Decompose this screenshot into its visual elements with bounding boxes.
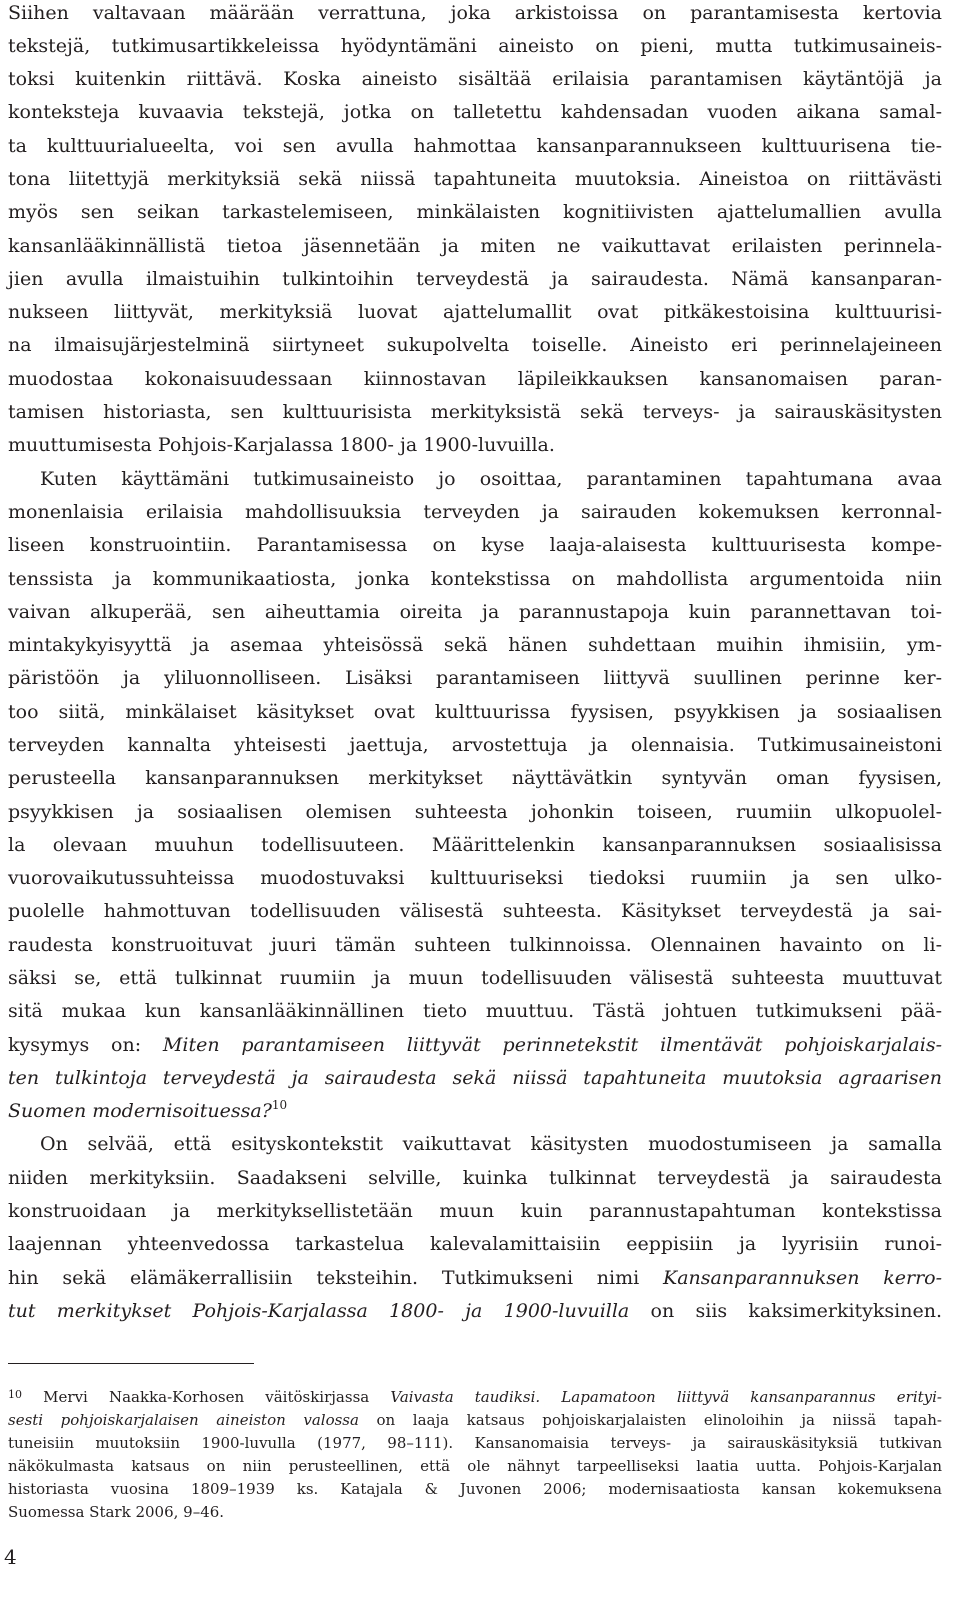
- footnote-line: näkökulmasta katsaus on niin perusteellinen, että ole nähnyt tarpeelliseksi laatia uutta. Pohjois-Karjalan: [8, 1457, 942, 1475]
- title-italic: tut merkitykset Pohjois-Karjalassa 1800- ja 1900-luvuilla: [8, 1300, 630, 1322]
- research-question-italic: Miten parantamiseen liittyvät perinnetekstit ilmentävät pohjoiskarjalais-: [162, 1034, 942, 1056]
- footnote-line: Suomessa Stark 2006, 9–46.: [8, 1503, 225, 1521]
- text-line: jien avulla ilmaistuihin tulkintoihin terveydestä ja sairaudesta. Nämä kansanparan-: [8, 268, 942, 290]
- research-question-italic: ten tulkintoja terveydestä ja sairaudesta sekä niissä tapahtuneita muutoksia agraarisen: [8, 1067, 942, 1089]
- title-italic: Kansanparannuksen kerro-: [663, 1267, 943, 1289]
- text-line: tenssista ja kommunikaatiosta, jonka kontekstissa on mahdollista argumentoida niin: [8, 568, 942, 590]
- text-line: konteksteja kuvaavia tekstejä, jotka on talletettu kahdensadan vuoden aikana samal-: [8, 101, 942, 123]
- text-line: liseen konstruointiin. Parantamisessa on kyse laaja-alaisesta kulttuurisesta kompe-: [8, 534, 942, 556]
- text-line: nukseen liittyvät, merkityksiä luovat ajattelumallit ovat pitkäkestoisina kulttuurisi-: [8, 301, 942, 323]
- text-line: vuorovaikutussuhteissa muodostuvaksi kulttuuriseksi tiedoksi ruumiin ja sen ulko-: [8, 867, 942, 889]
- paragraph-end-line: muuttumisesta Pohjois-Karjalassa 1800- ja 1900-luvuilla.: [8, 434, 555, 456]
- text-line: toksi kuitenkin riittävä. Koska aineisto sisältää erilaisia parantamisen käytäntöjä ja: [8, 68, 942, 90]
- text-line: muodostaa kokonaisuudessaan kiinnostavan läpileikkauksen kansanomaisen paran-: [8, 368, 942, 390]
- text-line: vaivan alkuperää, sen aiheuttamia oireita ja parannustapoja kuin parannettavan toi-: [8, 601, 942, 623]
- footnote-line: $^{10}$ Mervi Naakka-Korhosen väitöskirjassa Vaivasta taudiksi. Lapamatoon liittyvä kansanparannus erityi-: [8, 1388, 942, 1406]
- text-line: mintakykyisyyttä ja asemaa yhteisössä sekä hänen suhdettaan muihin ihmisiin, ym-: [8, 634, 942, 656]
- paragraph-start-line: Kuten käyttämäni tutkimusaineisto jo osoittaa, parantaminen tapahtumana avaa: [40, 468, 942, 490]
- footnote-line: sesti pohjoiskarjalaisen aineiston valossa on laaja katsaus pohjoiskarjalaisten elinoloihin ja niissä tapah-: [8, 1411, 942, 1429]
- footnote-reference[interactable]: 10: [271, 1098, 288, 1112]
- text-line: la olevaan muuhun todellisuuteen. Määrittelenkin kansanparannuksen sosiaalisissa: [8, 834, 942, 856]
- footnote-line: historiasta vuosina 1809–1939 ks. Katajala & Juvonen 2006; modernisaatiosta kansan kokemuksena: [8, 1480, 942, 1498]
- text-line: konstruoidaan ja merkityksellistetään muun kuin parannustapahtuman kontekstissa: [8, 1200, 942, 1222]
- text-line: myös sen seikan tarkastelemiseen, minkälaisten kognitiivisten ajattelumallien avulla: [8, 201, 942, 223]
- footnote-number: 10: [8, 1388, 22, 1401]
- text-line: tamisen historiasta, sen kulttuurisista merkityksistä sekä terveys- ja sairauskäsitysten: [8, 401, 942, 423]
- text-line: perusteella kansanparannuksen merkitykset näyttävätkin syntyvän oman fyysisen,: [8, 767, 942, 789]
- text-line: tekstejä, tutkimusartikkeleissa hyödyntämäni aineisto on pieni, mutta tutkimusainеis-: [8, 35, 942, 57]
- text-line: ta kulttuurialueelta, voi sen avulla hahmottaa kansanparannukseen kulttuurisena tie-: [8, 135, 942, 157]
- text-line: raudesta konstruoituvat juuri tämän suhteen tulkinnoissa. Olennainen havainto on li-: [8, 934, 942, 956]
- text-line: laajennan yhteenvedossa tarkastelua kalevalamittaisiin eeppisiin ja lyyrisiin runoi-: [8, 1233, 942, 1255]
- footnote-separator: [8, 1363, 254, 1364]
- text-line: niiden merkityksiin. Saadakseni selville, kuinka tulkinnat terveydestä ja sairaudesta: [8, 1167, 942, 1189]
- text-line: puolelle hahmottuvan todellisuuden välisestä suhteesta. Käsitykset terveydestä ja sai-: [8, 900, 942, 922]
- text-line: säksi se, että tulkinnat ruumiin ja muun todellisuuden välisestä suhteesta muuttuvat: [8, 967, 942, 989]
- text-line: psyykkisen ja sosiaalisen olemisen suhteesta johonkin toiseen, ruumiin ulkopuolel-: [8, 801, 942, 823]
- footnote-line: tuneisiin muutoksiin 1900-luvulla (1977, 98–111). Kansanomaisia terveys- ja sairauskäsityksiä tutkivan: [8, 1434, 942, 1452]
- text-line: kysymys on: Miten parantamiseen liittyvät perinnetekstit ilmentävät pohjoiskarjalais-: [8, 1034, 942, 1056]
- text-line: monenlaisia erilaisia mahdollisuuksia terveyden ja sairauden kokemuksen kerronnal-: [8, 501, 942, 523]
- paragraph-end-line: [8, 1098, 942, 1124]
- text-line: too siitä, minkälaiset käsitykset ovat kulttuurissa fyysisen, psyykkisen ja sosiaalisen: [8, 701, 942, 723]
- text-line: kansanlääkinnällistä tietoa jäsennetään ja miten ne vaikuttavat erilaisten perinnela-: [8, 235, 942, 257]
- research-question-italic: Suomen modernisoituessa?: [8, 1100, 272, 1122]
- text-line: tut merkitykset Pohjois-Karjalassa 1800- ja 1900-luvuilla on siis kaksimerkityksinen.: [8, 1300, 942, 1322]
- page-number: 4: [4, 1545, 17, 1569]
- text-line: sitä mukaa kun kansanlääkinnällinen tieto muuttuu. Tästä johtuen tutkimukseni pää-: [8, 1000, 942, 1022]
- text-line: terveyden kannalta yhteisesti jaettuja, arvostettuja ja olennaisia. Tutkimusaineistoni: [8, 734, 942, 756]
- text-line: tona liitettyjä merkityksiä sekä niissä tapahtuneita muutoksia. Aineistoa on riittävästi: [8, 168, 942, 190]
- text-line: hin sekä elämäkerrallisiin teksteihin. Tutkimukseni nimi Kansanparannuksen kerro-: [8, 1267, 943, 1289]
- paragraph-start-line: On selvää, että esityskontekstit vaikuttavat käsitysten muodostumiseen ja samalla: [40, 1133, 942, 1155]
- text-line: na ilmaisujärjestelminä siirtyneet sukupolvelta toiselle. Aineisto eri perinnelajeineen: [8, 334, 942, 356]
- text-line: päristöön ja yliluonnolliseen. Lisäksi parantamiseen liittyvä suullinen perinne ker-: [8, 667, 942, 689]
- text-line: [8, 1065, 942, 1091]
- text-line: Siihen valtavaan määrään verrattuna, joka arkistoissa on parantamisesta kertovia: [8, 2, 942, 24]
